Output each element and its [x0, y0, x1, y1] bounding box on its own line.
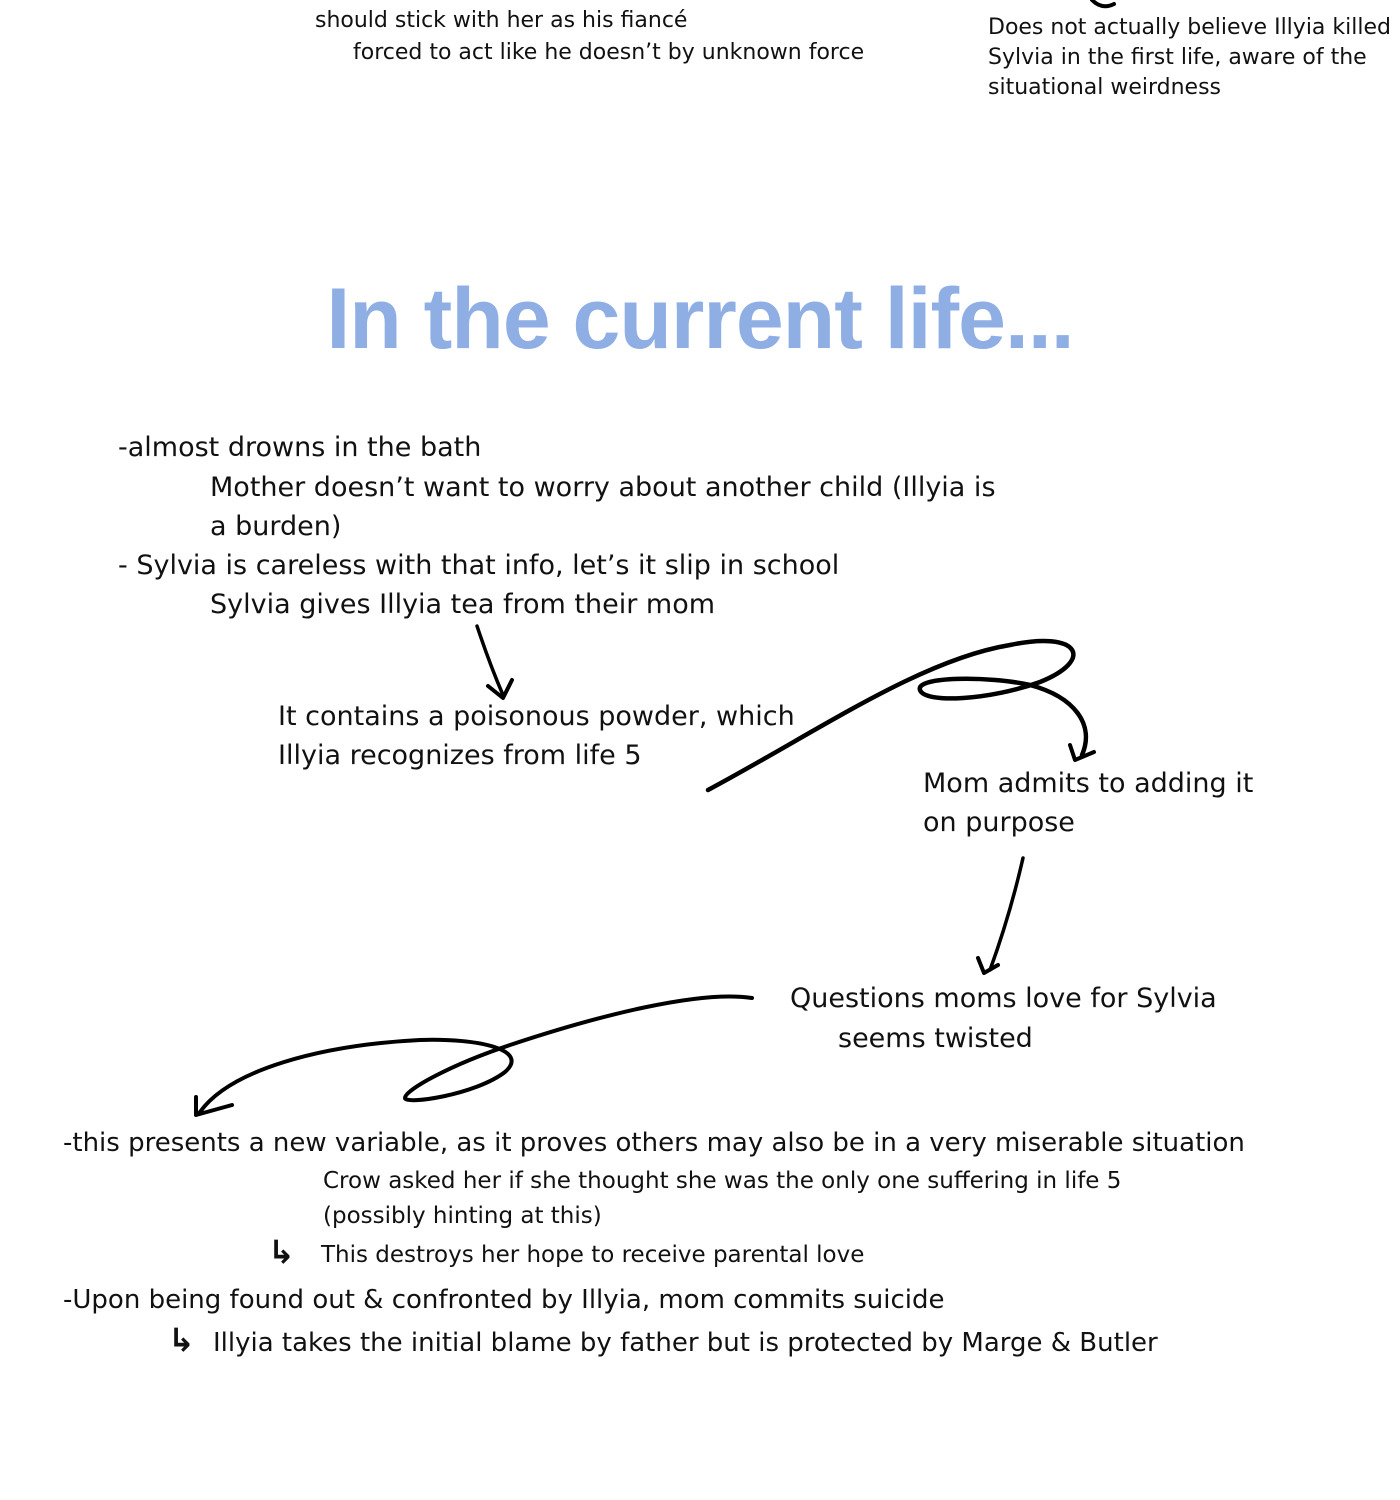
- note-poison-1: It contains a poisonous powder, which: [278, 701, 795, 732]
- top-squiggle-fragment: [1092, 0, 1114, 6]
- note-careless: - Sylvia is careless with that info, let’s it slip in school: [118, 550, 840, 581]
- arrow-tea-to-poison: [477, 626, 503, 695]
- note-crow-1: Crow asked her if she thought she was the only one suffering in life 5: [323, 1168, 1122, 1194]
- note-confronted: -Upon being found out & confronted by Illyia, mom commits suicide: [63, 1285, 945, 1315]
- note-initial-blame: Illyia takes the initial blame by father but is protected by Marge & Butler: [213, 1328, 1158, 1358]
- note-mom-admits-1: Mom admits to adding it: [923, 768, 1254, 799]
- note-questions-1: Questions moms love for Sylvia: [790, 983, 1217, 1014]
- note-mother-worry-2: a burden): [210, 511, 342, 542]
- note-belief-2: Sylvia in the first life, aware of the: [988, 45, 1367, 70]
- arrow-admits-to-questions: [990, 858, 1023, 970]
- note-belief-1: Does not actually believe Illyia killed: [988, 15, 1391, 40]
- note-almost-drowns: -almost drowns in the bath: [118, 432, 482, 463]
- note-mother-worry-1: Mother doesn’t want to worry about another child (Illyia is: [210, 472, 996, 503]
- note-tea: Sylvia gives Illyia tea from their mom: [210, 589, 716, 620]
- arrowhead-variable: [196, 1097, 232, 1115]
- loop-poison-to-admits: [708, 641, 1086, 790]
- note-unknown-force: forced to act like he doesn’t by unknown force: [353, 40, 865, 65]
- note-crow-2: (possibly hinting at this): [323, 1203, 602, 1229]
- page-title: In the current life...: [326, 270, 1074, 367]
- note-destroys-hope: This destroys her hope to receive parental love: [321, 1242, 865, 1268]
- note-new-variable: -this presents a new variable, as it proves others may also be in a very miserable situation: [63, 1128, 1245, 1158]
- loop-questions-to-variable: [200, 996, 752, 1112]
- hook-arrow-icon: ↳: [268, 1233, 295, 1271]
- hook-arrow-icon: ↳: [168, 1321, 195, 1359]
- note-poison-2: Illyia recognizes from life 5: [278, 740, 642, 771]
- note-fiance: should stick with her as his fiancé: [315, 8, 688, 33]
- note-belief-3: situational weirdness: [988, 75, 1222, 100]
- note-questions-2: seems twisted: [838, 1023, 1033, 1054]
- note-mom-admits-2: on purpose: [923, 807, 1075, 838]
